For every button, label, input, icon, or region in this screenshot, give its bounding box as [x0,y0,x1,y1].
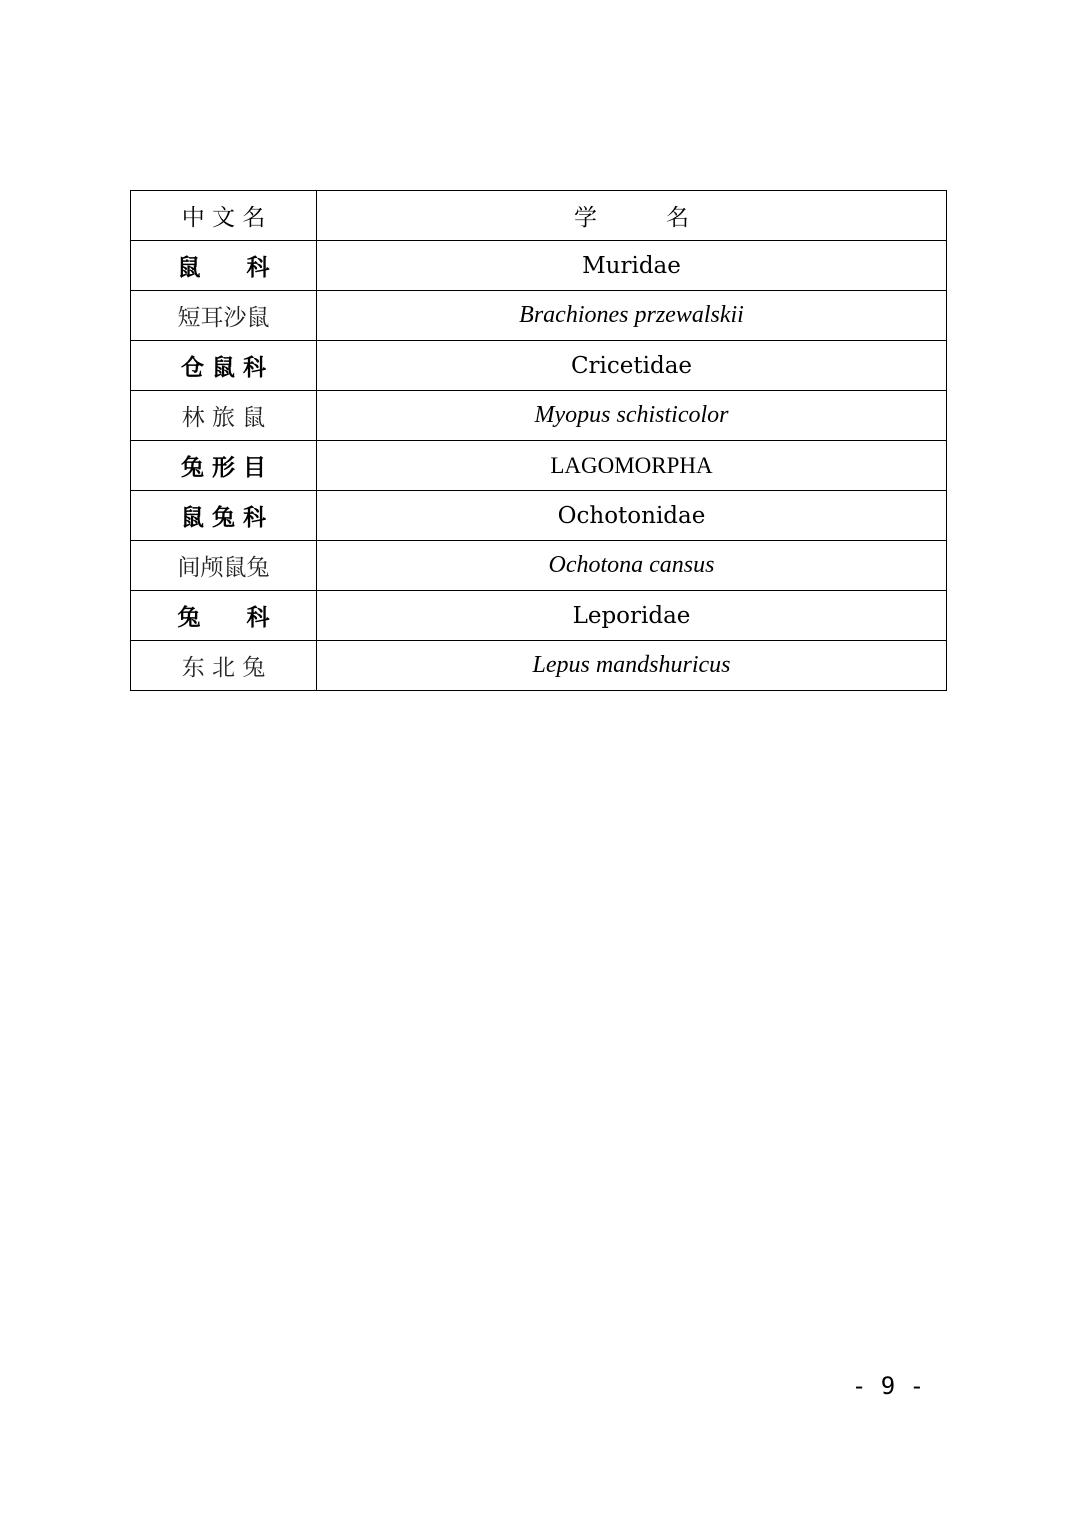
scientific-name-cell: LAGOMORPHA [317,441,947,491]
chinese-name-cell: 仓 鼠 科 [131,341,317,391]
scientific-name-cell: Muridae [317,241,947,291]
chinese-name-cell: 短耳沙鼠 [131,291,317,341]
chinese-name-cell: 兔 科 [131,591,317,641]
page-number: - 9 - [851,1372,925,1400]
chinese-name-cell: 鼠 兔 科 [131,491,317,541]
scientific-name-cell: Leporidae [317,591,947,641]
scientific-name-cell: Myopus schisticolor [317,391,947,441]
scientific-name-cell: Ochotona cansus [317,541,947,591]
table-row [131,491,947,541]
chinese-name-cell: 兔 形 目 [131,441,317,491]
chinese-name-cell: 东 北 兔 [131,641,317,691]
table-row [131,591,947,641]
table-row [131,391,947,441]
species-table [130,190,947,691]
chinese-name-cell: 林 旅 鼠 [131,391,317,441]
table-row [131,541,947,591]
scientific-name-cell: Brachiones przewalskii [317,291,947,341]
header-chinese-name: 中 文 名 [131,191,317,241]
table-row [131,441,947,491]
chinese-name-cell: 鼠 科 [131,241,317,291]
table-row [131,241,947,291]
chinese-name-cell: 间颅鼠兔 [131,541,317,591]
scientific-name-cell: Lepus mandshuricus [317,641,947,691]
table-row [131,341,947,391]
table-header-row [131,191,947,241]
table-row [131,291,947,341]
scientific-name-cell: Ochotonidae [317,491,947,541]
header-scientific-name: 学 名 [317,191,947,241]
scientific-name-cell: Cricetidae [317,341,947,391]
table-row [131,641,947,691]
